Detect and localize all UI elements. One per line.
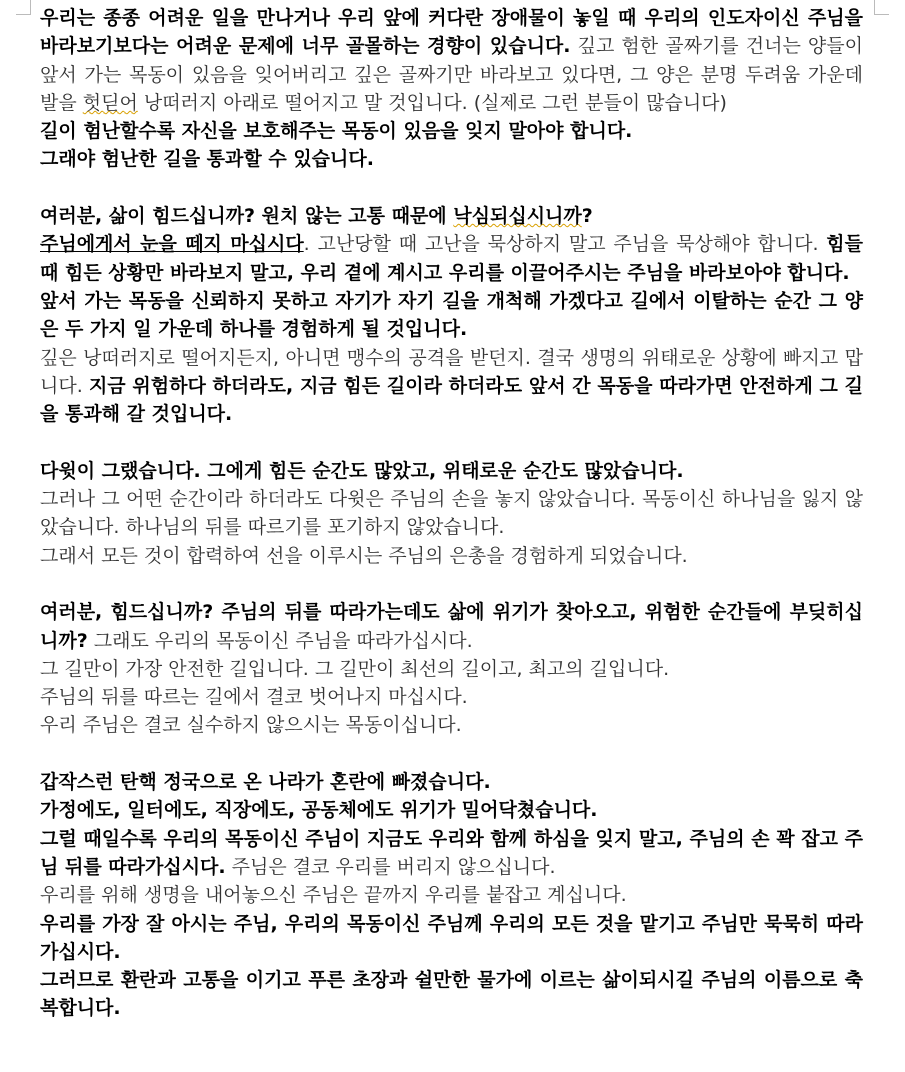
text-run: . 고난당할 때 고난을 묵상하지 말고 주님을 묵상해야 합니다. [303,233,827,256]
text-run: 그러나 그 어떤 순간이라 하더라도 다윗은 주님의 손을 놓지 않았습니다. 목동이신 하나님을 잃지 않았습니다. 하나님의 뒤를 따르기를 포기하지 않았습니다. [40,488,863,539]
paragraph-spacer [40,570,863,598]
paragraph [40,825,863,882]
text-run: 헛딛어 [82,91,138,114]
text-run: 앞서 가는 목동을 신뢰하지 못하고 자기가 자기 길을 개척해 가겠다고 길에서 이탈하는 순간 그 양은 두 가지 일 가운데 하나를 경험하게 될 것입니다. [40,289,863,341]
paragraph [40,598,863,655]
text-run: 지금 위험하다 하더라도, 지금 힘든 길이라 하더라도 앞서 간 목동을 따라가면 안전하게 그 길을 통과해 갈 것입니다. [40,374,864,426]
text-run: 다윗이 그랬습니다. 그에게 힘든 순간도 많았고, 위태로운 순간도 많았습니다. [40,459,684,482]
text-run: 여러분, 삶이 힘드십니까? 원치 않는 고통 때문에 [40,205,454,228]
paragraph [40,966,863,1023]
text-run: 길이 험난할수록 자신을 보호해주는 목동이 있음을 잊지 말아야 합니다. [40,120,633,143]
text-run: 주님에게서 눈을 떼지 마십시다 [40,233,304,256]
paragraph [40,542,863,570]
paragraph [40,655,863,683]
text-run: 우리를 가장 잘 아시는 주님, 우리의 목동이신 주님께 우리의 모든 것을 맡기고 주님만 묵묵히 따라가십시다. [40,912,863,963]
text-run: 힘들 때 힘든 상황만 바라보지 말고, 우리 곁에 계시고 우리를 이끌어주시는 주님을 바라보아야 합니다. [40,233,863,284]
text-run: 그래야 험난한 길을 통과할 수 있습니다. [40,148,374,171]
paragraph [40,145,863,173]
text-run: 여러분, 힘드십니까? 주님의 뒤를 따라가는데도 삶에 위기가 찾아오고, 위험한 순간들에 부딪히십니까? [40,601,863,652]
document-body[interactable] [40,4,863,1023]
paragraph [40,796,863,824]
text-run: 그러므로 환란과 고통을 이기고 푸른 초장과 쉴만한 물가에 이르는 삶이되시길 주님의 이름으로 축복합니다. [40,969,863,1020]
paragraph-spacer [40,174,863,202]
paragraph-spacer [40,428,863,456]
paragraph [40,4,863,117]
text-run: 깊은 낭떠러지로 떨어지든지, 아니면 맹수의 공격을 받던지. 결국 생명의 위태로운 상황에 빠지고 맙니다. [40,346,863,397]
text-run: 그래서 모든 것이 합력하여 선을 이루시는 주님의 은총을 경험하게 되었습니다. [40,544,688,567]
paragraph [40,117,863,145]
paragraph [40,344,863,429]
text-run: 주님의 뒤를 따르는 길에서 결코 벗어나지 마십시다. [40,686,468,709]
paragraph [40,457,863,485]
paragraph [40,881,863,909]
text-run: 우리는 종종 어려운 일을 만나거나 우리 앞에 커다란 장애물이 놓일 때 우리의 인도자이신 주님을 바라보기보다는 어려운 문제에 너무 골몰하는 경향이 있습니다. [40,7,863,58]
paragraph [40,910,863,967]
paragraph [40,683,863,711]
text-run: 가정에도, 일터에도, 직장에도, 공동체에도 위기가 밀어닥쳤습니다. [40,799,598,822]
paragraph [40,711,863,739]
paragraph [40,230,863,287]
text-run: 낙심되십시니까 [453,205,582,228]
text-run: 우리 주님은 결코 실수하지 않으시는 목동이십니다. [40,714,462,737]
paragraph [40,485,863,542]
text-run: 갑작스런 탄핵 정국으로 온 나라가 혼란에 빠졌습니다. [40,771,491,794]
paragraph [40,768,863,796]
text-run: ? [581,205,593,228]
page-margin-corner-left [16,0,31,15]
page-margin-corner-right [874,0,889,15]
text-run: 낭떠러지 아래로 떨어지고 말 것입니다. (실제로 그런 분들이 많습니다) [137,91,727,114]
paragraph [40,202,863,230]
text-run: 깊고 험한 골짜기를 건너는 양들이 앞서 가는 목동이 있음을 잊어버리고 깊은 골짜기만 바라보고 있다면, 그 양은 분명 두려움 가운데 발을 [40,35,863,114]
text-run: 우리를 위해 생명을 내어놓으신 주님은 끝까지 우리를 붙잡고 계십니다. [40,884,627,907]
text-run: 그럴 때일수록 우리의 목동이신 주님이 지금도 우리와 함께 하심을 잊지 말고, 주님의 손 꽉 잡고 주님 뒤를 따라가십시다. [40,827,863,878]
paragraph [40,287,863,344]
paragraph-spacer [40,740,863,768]
text-run: 주님은 결코 우리를 버리지 않으십니다. [225,855,556,878]
text-run: 그래도 우리의 목동이신 주님을 따라가십시다. [87,629,473,652]
text-run: 그 길만이 가장 안전한 길입니다. 그 길만이 최선의 길이고, 최고의 길입니다. [40,657,670,680]
